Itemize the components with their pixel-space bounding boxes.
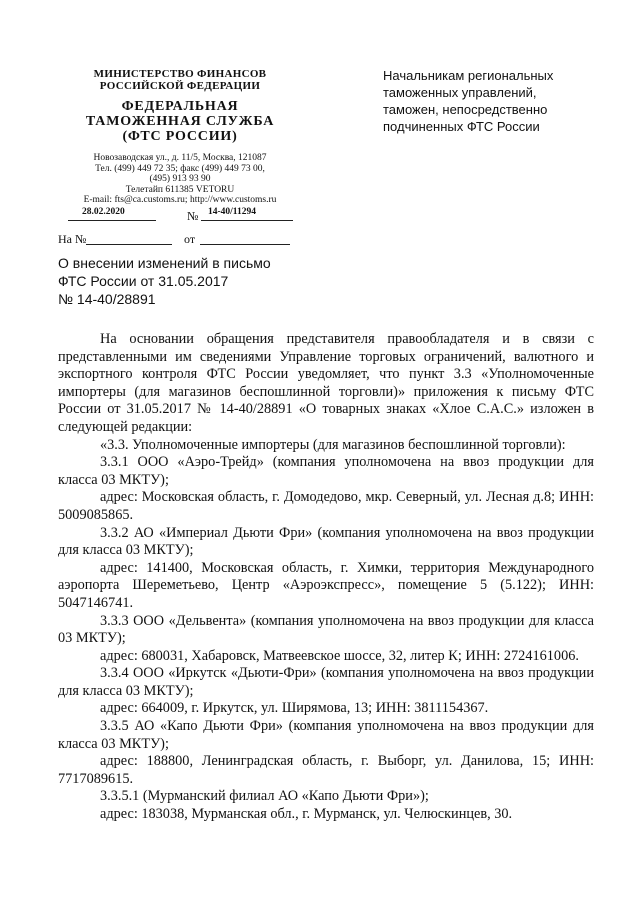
reference-line bbox=[58, 232, 298, 248]
letter-number: 14-40/11294 bbox=[208, 207, 257, 217]
paragraph: адрес: 188800, Ленинградская область, г. Выборг, ул. Данилова, 15; ИНН: 7717089615. bbox=[58, 753, 594, 787]
paragraph: 3.3.5 АО «Капо Дьюти Фри» (компания уполномочена на ввоз продукции для класса 03 МКТУ); bbox=[58, 718, 594, 752]
ref-blank bbox=[86, 244, 172, 245]
ref-label: На № bbox=[58, 232, 87, 246]
letter-date: 28.02.2020 bbox=[82, 207, 125, 217]
paragraph: 3.3.4 ООО «Иркутск «Дьюти-Фри» (компания уполномочена на ввоз продукции для класса 03 МКТУ); bbox=[58, 665, 594, 699]
from-blank bbox=[200, 244, 290, 245]
paragraph: 3.3.1 ООО «Аэро-Трейд» (компания уполномочена на ввоз продукции для класса 03 МКТУ); bbox=[58, 454, 594, 488]
date-underline bbox=[68, 220, 156, 221]
paragraph: 3.3.5.1 (Мурманский филиал АО «Капо Дьюти Фри»); bbox=[100, 788, 429, 805]
number-underline bbox=[201, 220, 293, 221]
ministry-name: МИНИСТЕРСТВО ФИНАНСОВ РОССИЙСКОЙ ФЕДЕРАЦИИ bbox=[93, 68, 267, 92]
paragraph: адрес: 664009, г. Иркутск, ул. Ширямова, 13; ИНН: 3811154367. bbox=[100, 700, 489, 717]
paragraph: 3.3.2 АО «Империал Дьюти Фри» (компания уполномочена на ввоз продукции для класса 03 МКТУ); bbox=[58, 524, 594, 559]
paragraph: адрес: 680031, Хабаровск, Матвеевское шоссе, 32, литер К; ИНН: 2724161006. bbox=[100, 647, 579, 664]
letter-body bbox=[58, 331, 594, 824]
contact-info: Новозаводская ул., д. 11/5, Москва, 121087 Тел. (499) 449 72 35; факс (499) 449 73 00, (495) 913 93 90 Телетайп 611385 VETORU E-mail: fts@ca.customs.ru; http://www.customs.ru bbox=[83, 153, 277, 205]
from-label: от bbox=[184, 232, 196, 246]
paragraph: адрес: 183038, Мурманская обл., г. Мурманск, ул. Челюскинцев, 30. bbox=[100, 806, 513, 823]
service-name: ФЕДЕРАЛЬНАЯ ТАМОЖЕННАЯ СЛУЖБА (ФТС РОССИИ) bbox=[85, 99, 275, 144]
paragraph: «3.3. Уполномоченные импортеры (для магазинов беспошлинной торговли): bbox=[100, 436, 566, 453]
paragraph: адрес: 141400, Московская область, г. Химки, территория Международного аэропорта Шереметьево, Центр «Аэроэкспресс», помещение 5 (5.122); ИНН: 5047146741. bbox=[58, 559, 594, 611]
letterhead bbox=[55, 68, 305, 206]
paragraph: адрес: Московская область, г. Домодедово, мкр. Северный, ул. Лесная д.8; ИНН: 5009085865. bbox=[58, 489, 594, 523]
addressee: Начальникам региональных таможенных управлений, таможен, непосредственно подчиненных ФТС России bbox=[383, 68, 554, 134]
paragraph: 3.3.3 ООО «Дельвента» (компания уполномочена на ввоз продукции для класса 03 МКТУ); bbox=[58, 612, 594, 647]
registration-line bbox=[58, 207, 308, 221]
number-sign: № bbox=[187, 209, 199, 223]
paragraph: На основании обращения представителя правообладателя и в связи с представленными им сведениями Управление торговых ограничений, валютного и экспортного контроля ФТС России уведомляет, что пункт 3.3 «Уполномоченные импортеры (для магазинов беспошлинной торговли)» приложения к письму ФТС России от 31.05.2017 № 14-40/28891 «О товарных знаках «Хлое С.А.С.» изложен в следующей редакции: bbox=[58, 331, 594, 435]
subject: О внесении изменений в письмо ФТС России от 31.05.2017 № 14-40/28891 bbox=[58, 255, 271, 307]
